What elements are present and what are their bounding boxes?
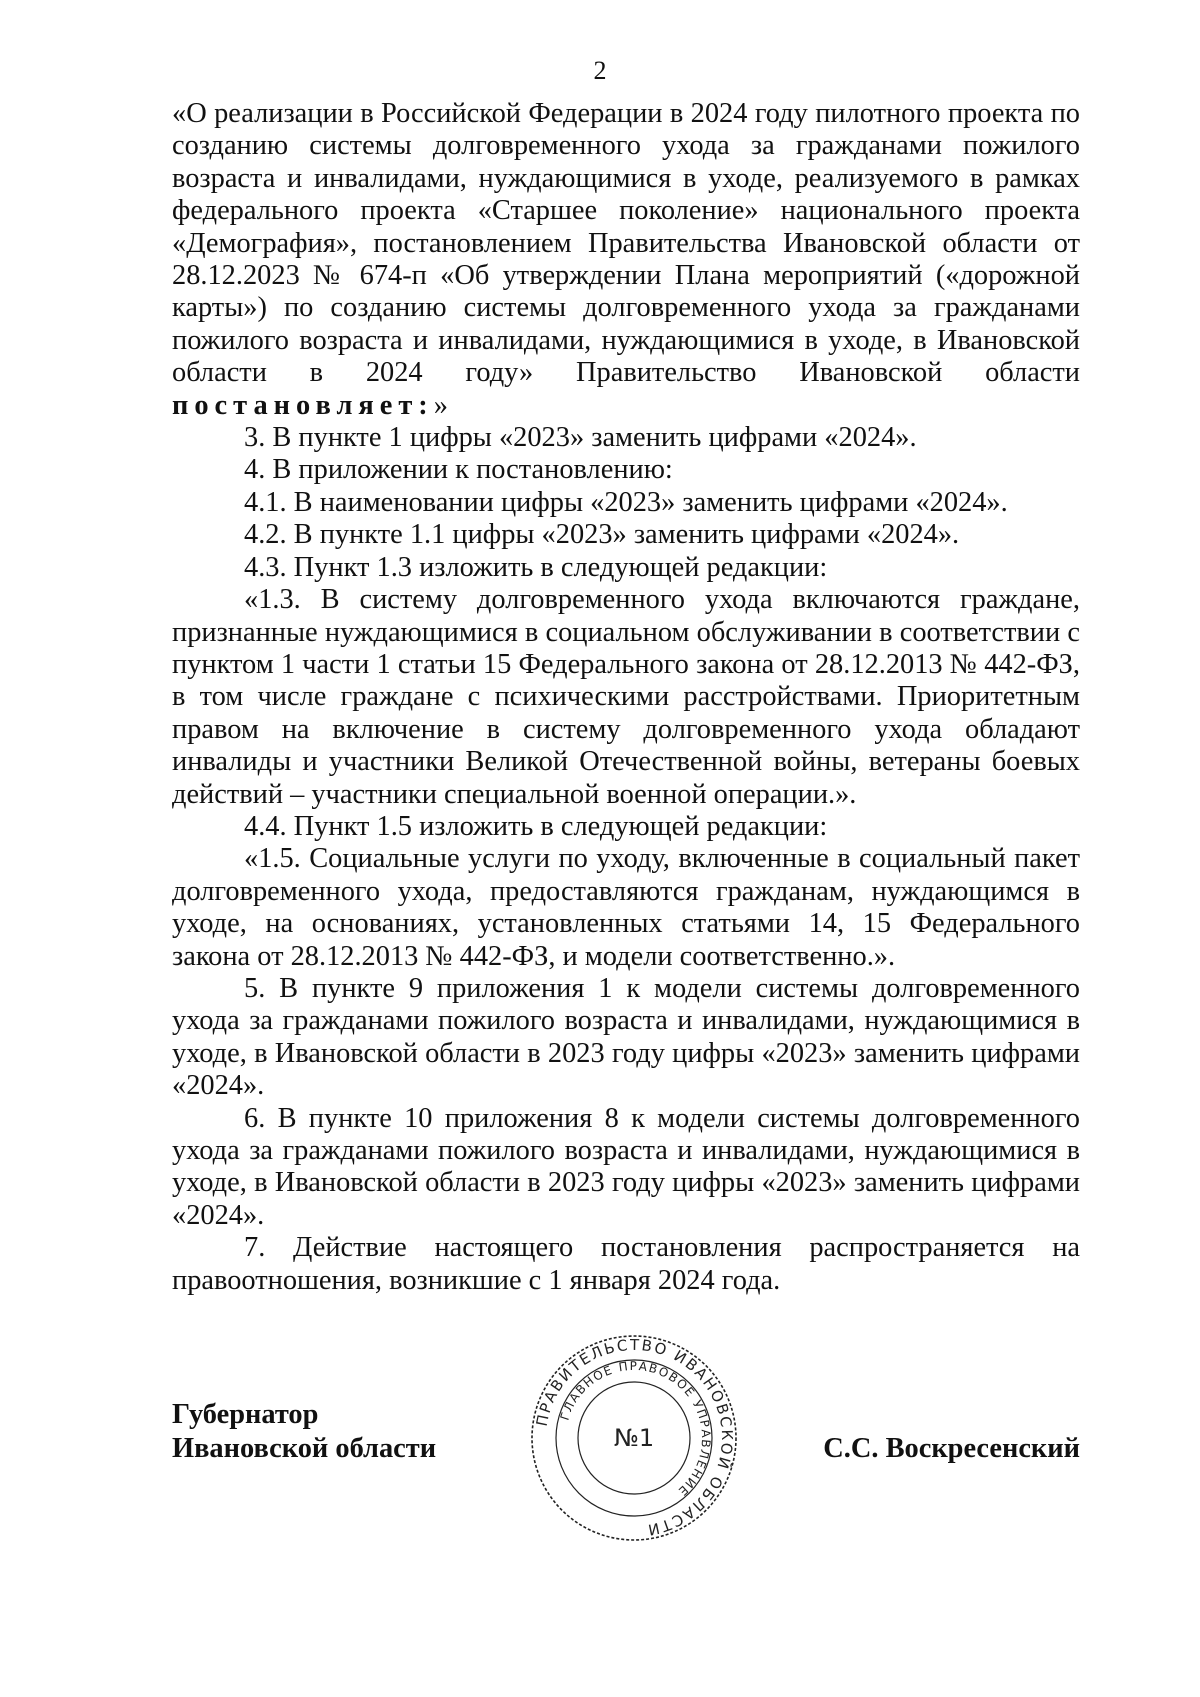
clause-4: 4. В приложении к постановлению: [244, 454, 673, 486]
clause-4-4: 4.4. Пункт 1.5 изложить в следующей редакции: [244, 810, 828, 842]
clause-4-3: 4.3. Пункт 1.3 изложить в следующей редакции: [244, 551, 828, 583]
clause-4-2: 4.2. В пункте 1.1 цифры «2023» заменить цифрами «2024». [244, 519, 960, 551]
position-line-2: Ивановской области [172, 1433, 437, 1464]
preamble-paragraph: «О реализации в Российской Федерации в 2024 году пилотного проекта по созданию системы долговременного ухода за гражданами пожилого возраста и инвалидами, нуждающимися в уходе, реализуемого в рамках федерального проекта «Старшее поколение» национального проекта «Демография», постановлением Правительства Ивановской области от 28.12.2023 № 674-п «Об утверждении Плана мероприятий («дорожной карты») по созданию системы долговременного ухода за гражданами пожилого возраста и инвалидами, нуждающимися в уходе, в Ивановской области в 2024 году» Правительство Ивановской области [172, 98, 1080, 389]
document-body [172, 98, 1080, 1297]
closing-quote: » [433, 389, 448, 421]
seal-number: №1 [613, 1424, 655, 1452]
clause-4-1: 4.1. В наименовании цифры «2023» заменить цифрами «2024». [244, 486, 1008, 518]
seal-inner-text: ГЛАВНОЕ ПРАВОВОЕ УПРАВЛЕНИЕ [557, 1358, 714, 1500]
clause-5: 5. В пункте 9 приложения 1 к модели системы долговременного ухода за гражданами пожилого возраста и инвалидами, нуждающимися в уходе, в Ивановской области в 2023 году цифры «2023» заменить цифрами «2024». [172, 972, 1080, 1102]
clause-7: 7. Действие настоящего постановления распространяется на правоотношения, возникшие с 1 января 2024 года. [172, 1232, 1080, 1296]
page-number: 2 [593, 56, 607, 85]
resolution-word-line [172, 390, 1080, 422]
resolution-word: постановляет: [172, 389, 434, 421]
official-seal-stamp [528, 1332, 740, 1544]
seal-outer-text: ПРАВИТЕЛЬСТВО ИВАНОВСКОЙ ОБЛАСТИ [532, 1335, 737, 1540]
clause-1-5-text: «1.5. Социальные услуги по уходу, включенные в социальный пакет долговременного ухода, предоставляются гражданам, нуждающимся в уходе, на основаниях, установленных статьями 14, 15 Федерального закона от 28.12.2013 № 442-ФЗ, и модели соответственно.». [172, 843, 1080, 972]
position-line-1: Губернатор [172, 1399, 319, 1430]
clause-1-3-text: «1.3. В систему долговременного ухода включаются граждане, признанные нуждающимися в социальном обслуживании в соответствии с пунктом 1 части 1 статьи 15 Федерального закона от 28.12.2013 № 442-ФЗ, в том числе граждане с психическими расстройствами. Приоритетным правом на включение в систему долговременного ухода обладают инвалиды и участники Великой Отечественной войны, ветераны боевых действий – участники специальной военной операции.». [172, 584, 1080, 810]
signatory-name: С.С. Воскресенский [823, 1433, 1080, 1464]
clause-6: 6. В пункте 10 приложения 8 к модели системы долговременного ухода за гражданами пожилого возраста и инвалидами, нуждающимися в уходе, в Ивановской области в 2023 году цифры «2023» заменить цифрами «2024». [172, 1102, 1080, 1231]
signatory-position [172, 1398, 436, 1466]
clause-3: 3. В пункте 1 цифры «2023» заменить цифрами «2024». [244, 422, 917, 454]
